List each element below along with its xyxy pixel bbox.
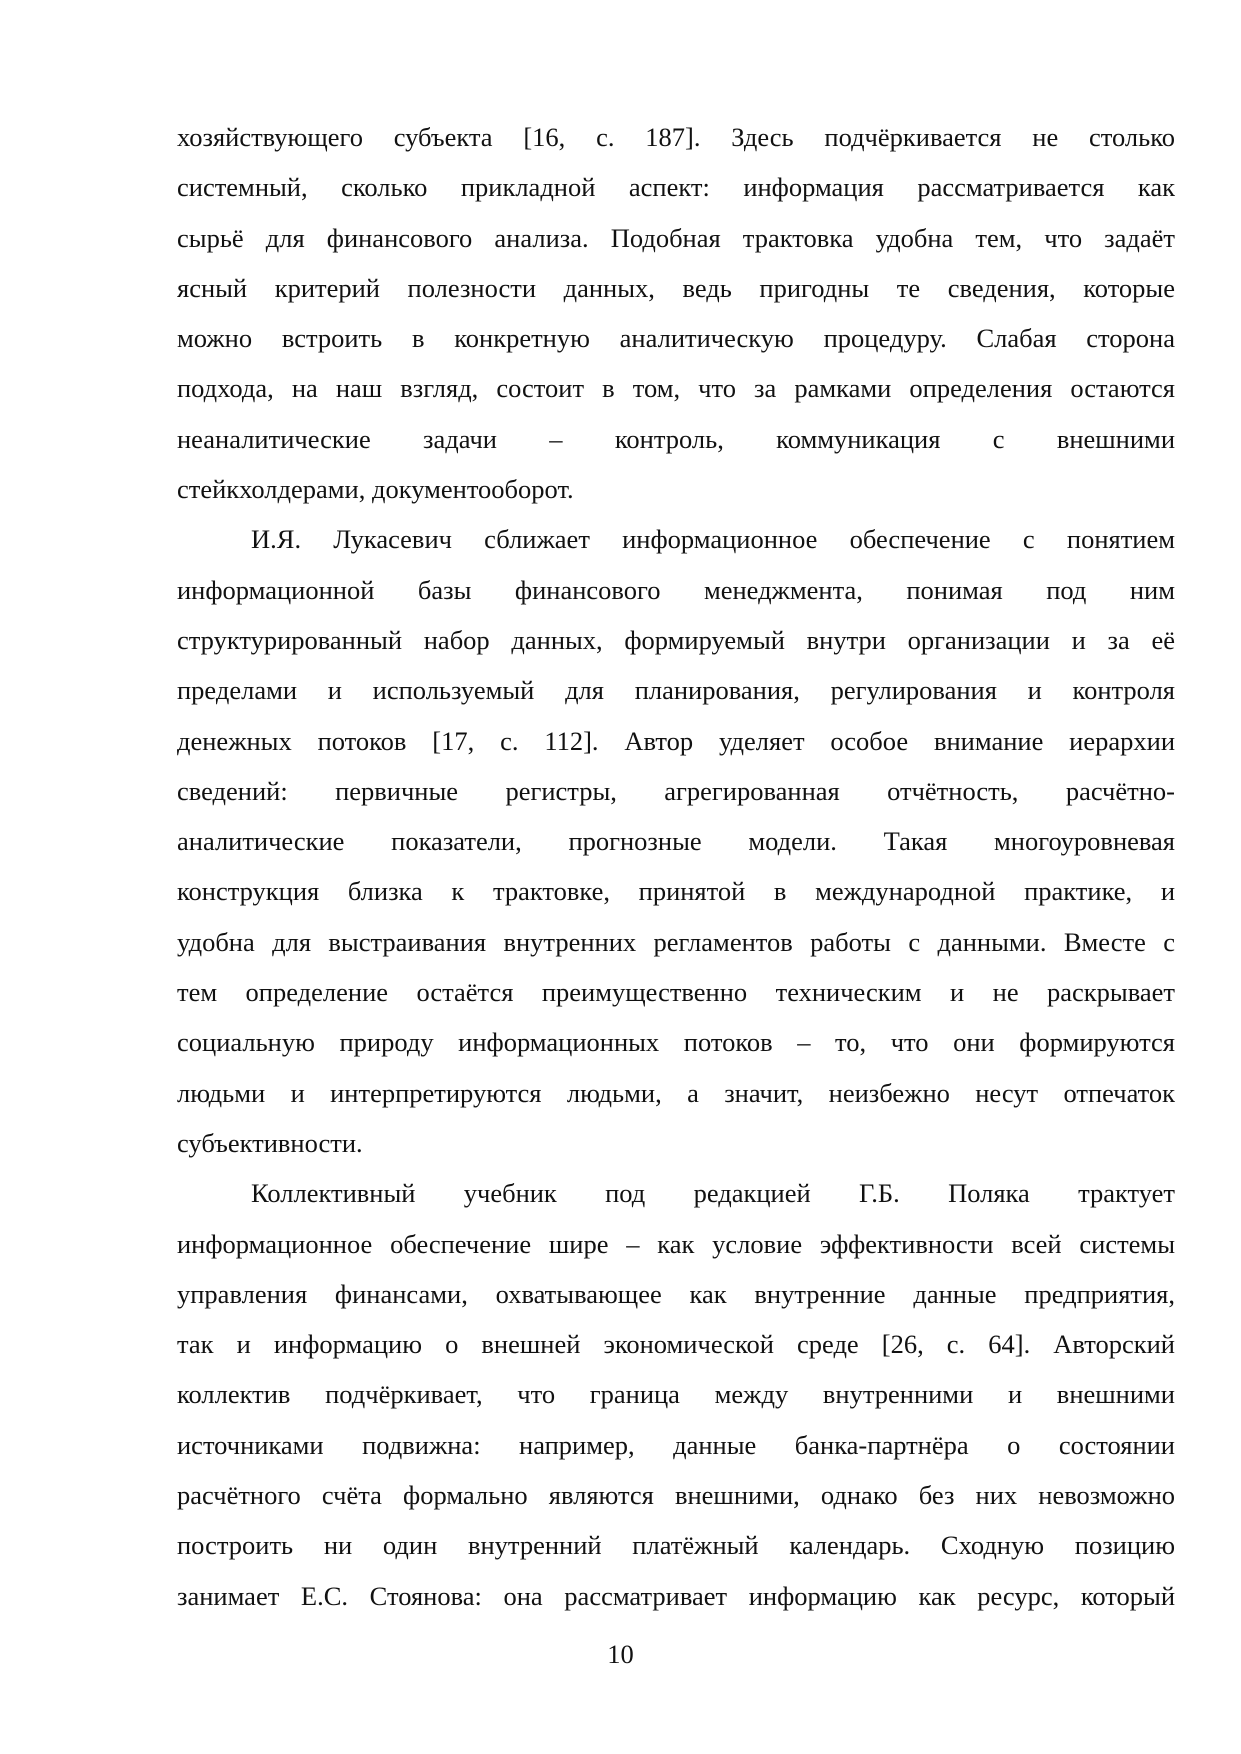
paragraph-1	[177, 112, 1175, 514]
text-line: тем определение остаётся преимущественно техническим и не раскрывает	[177, 977, 1175, 1008]
text-line: стейкхолдерами, документооборот.	[177, 474, 574, 505]
paragraph-3	[177, 1168, 1175, 1621]
text-line: ясный критерий полезности данных, ведь пригодны те сведения, которые	[177, 272, 1175, 303]
text-line: построить ни один внутренний платёжный календарь. Сходную позицию	[177, 1530, 1175, 1561]
text-line: сырьё для финансового анализа. Подобная трактовка удобна тем, что задаёт	[177, 222, 1175, 253]
text-line: структурированный набор данных, формируемый внутри организации и за её	[177, 624, 1175, 655]
text-line: сведений: первичные регистры, агрегированная отчётность, расчётно-	[177, 775, 1175, 806]
page-number: 10	[607, 1639, 634, 1669]
text-line: конструкция близка к трактовке, принятой в международной практике, и	[177, 876, 1175, 907]
text-line: расчётного счёта формально являются внешними, однако без них невозможно	[177, 1480, 1175, 1511]
body-text	[177, 112, 1175, 1621]
text-line: Коллективный учебник под редакцией Г.Б. Поляка трактует	[251, 1178, 1175, 1209]
text-line: системный, сколько прикладной аспект: информация рассматривается как	[177, 172, 1175, 203]
text-line: источниками подвижна: например, данные банка-партнёра о состоянии	[177, 1429, 1175, 1460]
text-line: И.Я. Лукасевич сближает информационное обеспечение с понятием	[251, 524, 1175, 555]
text-line: пределами и используемый для планирования, регулирования и контроля	[177, 675, 1175, 706]
text-line: социальную природу информационных потоков – то, что они формируются	[177, 1027, 1175, 1058]
text-line: информационное обеспечение шире – как условие эффективности всей системы	[177, 1228, 1175, 1259]
paragraph-2	[177, 514, 1175, 1168]
text-line: так и информацию о внешней экономической среде [26, с. 64]. Авторский	[177, 1329, 1175, 1360]
text-line: подхода, на наш взгляд, состоит в том, что за рамками определения остаются	[177, 373, 1175, 404]
text-line: хозяйствующего субъекта [16, с. 187]. Здесь подчёркивается не столько	[177, 122, 1175, 152]
text-line: управления финансами, охватывающее как внутренние данные предприятия,	[177, 1278, 1175, 1309]
text-line: занимает Е.С. Стоянова: она рассматривает информацию как ресурс, который	[177, 1580, 1175, 1611]
text-line: субъективности.	[177, 1127, 363, 1158]
text-line: можно встроить в конкретную аналитическую процедуру. Слабая сторона	[177, 323, 1175, 354]
text-line: людьми и интерпретируются людьми, а значит, неизбежно несут отпечаток	[177, 1077, 1175, 1108]
text-line: неаналитические задачи – контроль, коммуникация с внешними	[177, 423, 1175, 454]
text-line: денежных потоков [17, с. 112]. Автор уделяет особое внимание иерархии	[177, 725, 1175, 756]
text-line: удобна для выстраивания внутренних регламентов работы с данными. Вместе с	[177, 926, 1175, 957]
text-line: информационной базы финансового менеджмента, понимая под ним	[177, 574, 1175, 605]
text-line: коллектив подчёркивает, что граница между внутренними и внешними	[177, 1379, 1175, 1410]
text-line: аналитические показатели, прогнозные модели. Такая многоуровневая	[177, 826, 1175, 857]
